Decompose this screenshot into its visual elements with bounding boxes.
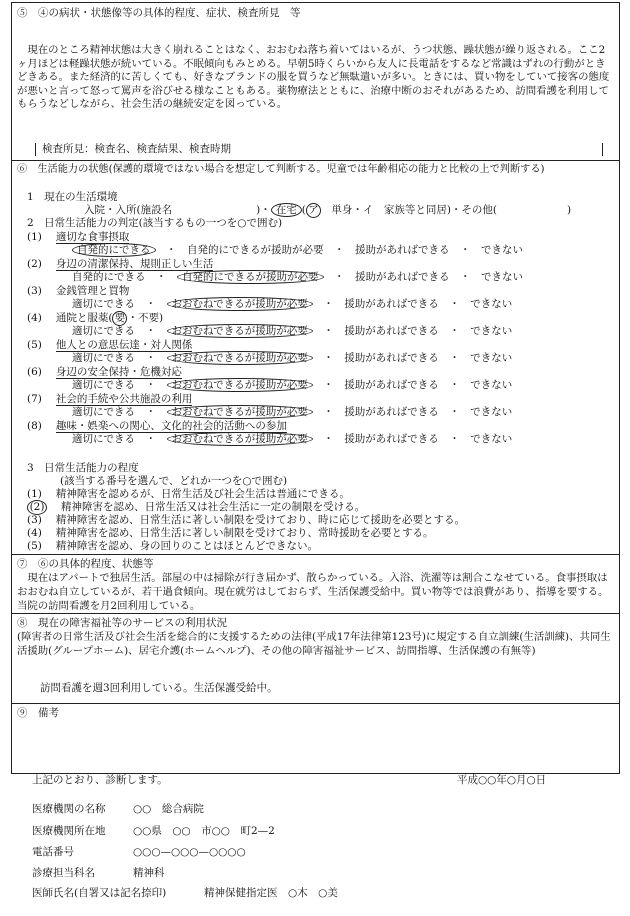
choice-option: できない	[470, 352, 513, 364]
separator: ・	[135, 379, 167, 391]
choice-option: 適切にできる	[72, 406, 135, 418]
divider	[11, 613, 620, 614]
level-item	[27, 539, 318, 553]
ability-item-label: 他人との意思伝達・対人関係	[55, 339, 193, 351]
footer-label: 医療機関所在地	[32, 825, 106, 837]
choice-option: 適切にできる	[72, 325, 135, 337]
ability-item-number: (8)	[27, 420, 42, 432]
ability-heading: 2 日常生活能力の判定(該当するもの一つを○で囲む)	[27, 217, 283, 229]
separator: ・	[438, 325, 471, 337]
env-home-selected: 在宅	[271, 203, 302, 217]
choice-option: 援助があればできる	[344, 379, 439, 391]
choice-option: 適切にできる	[72, 298, 135, 310]
ability-item-title	[27, 365, 182, 379]
medication-needed-selected: 要	[112, 311, 127, 326]
separator: ・	[312, 352, 345, 364]
separator: ・	[135, 325, 167, 337]
choice-option: 適切にできる	[72, 379, 135, 391]
ability-item-choices	[72, 351, 512, 365]
ability-item-label: 通院と服薬(	[55, 312, 113, 324]
level-number: (1)	[27, 488, 42, 500]
section7-title: ⑦ ⑥の具体的程度、状態等	[17, 558, 154, 570]
ability-item-number: (6)	[27, 366, 42, 378]
level-item	[27, 487, 350, 501]
footer-label: 医療機関の名称	[32, 803, 106, 815]
footer-value: 精神科	[133, 867, 165, 879]
choice-option: 適切にできる	[72, 352, 135, 364]
ability-item-label: 金銭管理と買物	[55, 285, 130, 297]
separator: ・	[438, 379, 471, 391]
ability-item-choices	[72, 405, 512, 419]
ability-item-label: 趣味・娯楽への関心、文化的社会的活動への参加	[55, 420, 287, 432]
ability-item-title	[27, 338, 192, 352]
ability-item-title	[27, 257, 213, 271]
level-number: (4)	[27, 527, 42, 539]
separator: ・	[135, 433, 167, 445]
env-alone-selected: ア	[306, 203, 321, 218]
ability-item-choices	[72, 324, 512, 338]
diagnosis-statement: 上記のとおり、診断します。	[32, 774, 168, 786]
ability-item-choices	[72, 378, 512, 392]
choice-option: 援助があればできる	[344, 352, 439, 364]
section6-title: ⑥ 生活能力の状態(保護的環境ではない場合を想定して判断する。児童では年齢相応の能力と比較の上で判断する)	[17, 164, 545, 175]
choice-selected: おおむねできるが援助が必要	[167, 432, 313, 446]
section8-body: (障害者の日常生活及び社会生活を総合的に支援するための法律(平成17年法律第123号)に規定する自立訓練(生活訓練)、共同生活援助(グループホーム)、居宅介護(ホームヘルプ)、その他の障害福祉サービス、訪問指導、生活保護の有無等)	[17, 631, 611, 657]
separator: ・	[323, 244, 355, 256]
ability-item-label: 適切な食事摂取	[55, 231, 130, 243]
footer-value: ○○○—○○○—○○○○	[133, 846, 246, 858]
choice-selected: 自発的にできるが援助が必要	[177, 270, 324, 284]
choice-option: 援助があればできる	[355, 271, 450, 283]
level-text: 精神障害を認め、日常生活に著しい制限を受けており、時に応じて援助を必要とする。	[55, 514, 465, 526]
choice-selected: おおむねできるが援助が必要	[167, 351, 313, 365]
ability-item-label: 身辺の清潔保持、規則正しい生活	[55, 258, 214, 270]
footer-value: 精神保健指定医 ○木 ○美	[204, 887, 338, 899]
choice-option: できない	[481, 244, 523, 256]
ability-item-number: (2)	[27, 258, 42, 270]
separator: ・	[135, 352, 167, 364]
ability-item-number: (7)	[27, 393, 42, 405]
ability-item-choices	[72, 297, 512, 311]
footer-label: 医師氏名(自署又は記名捺印)	[32, 887, 167, 899]
separator: ・	[145, 271, 177, 283]
ability-item-number: (4)	[27, 312, 42, 324]
divider	[11, 554, 620, 555]
medication-not-needed: ・不要)	[127, 312, 164, 324]
ability-item-number: (1)	[27, 231, 42, 243]
level-text: 精神障害を認めるが、日常生活及び社会生活は普通にできる。	[55, 488, 350, 500]
env-rest-label: 単身・イ 家族等と同居)・その他(	[331, 204, 498, 216]
exam-note: 検査所見：検査名、検査結果、検査時期	[42, 143, 231, 155]
section5-title: ⑤ ④の病状・状態像等の具体的程度、症状、検査所見 等	[17, 7, 301, 19]
footer-value: ○○ 総合病院	[133, 803, 204, 815]
separator: ・	[449, 244, 481, 256]
separator: ・	[438, 298, 471, 310]
separator: ・	[449, 271, 481, 283]
choice-option: できない	[470, 406, 513, 418]
ability-item-number: (3)	[27, 285, 42, 297]
ability-item-label: 身辺の安全保持・危機対応	[55, 366, 182, 378]
divider	[11, 703, 620, 704]
choice-selected: 自発的にできる	[72, 243, 156, 257]
level-number: (2)	[27, 500, 47, 515]
separator: ・	[312, 325, 345, 337]
env-line: 入院・入所(施設名 )・ 在宅 ( ア 単身・イ 家族等と同居)・その他( )	[84, 204, 572, 216]
section8-note: 訪問看護を週3回利用している。生活保護受給中。	[40, 682, 278, 694]
separator: ・	[135, 406, 167, 418]
ability-item-choices	[72, 270, 523, 284]
separator: ・	[438, 406, 471, 418]
choice-option: できない	[470, 379, 513, 391]
footer-value: ○○県 ○○ 市○○ 町2—2	[133, 825, 275, 837]
level-item	[27, 513, 465, 527]
separator: ・	[312, 433, 345, 445]
ability-item-title	[27, 392, 192, 406]
divider	[11, 160, 620, 161]
choice-option: 自発的にできるが援助が必要	[187, 244, 324, 256]
level-heading: 3 日常生活能力の程度	[27, 462, 139, 474]
level-number: (5)	[27, 540, 42, 552]
choice-option: できない	[481, 271, 523, 283]
separator: ・	[155, 244, 187, 256]
choice-option: 援助があればできる	[344, 433, 439, 445]
choice-option: 自発的にできる	[72, 271, 146, 283]
choice-selected: おおむねできるが援助が必要	[167, 297, 313, 311]
separator: ・	[312, 379, 345, 391]
level-text: 精神障害を認め、日常生活に著しい制限を受けており、常時援助を必要とする。	[55, 527, 434, 539]
env-facility-label: 入院・入所(施設名	[84, 204, 173, 216]
ability-item-title	[27, 230, 129, 244]
choice-option: できない	[470, 298, 513, 310]
choice-option: 援助があればできる	[344, 298, 439, 310]
choice-option: 援助があればできる	[344, 406, 439, 418]
ability-item-number: (5)	[27, 339, 42, 351]
level-item	[27, 526, 433, 540]
separator: ・	[438, 352, 471, 364]
choice-option: 援助があればできる	[344, 325, 439, 337]
ability-item-title	[27, 284, 129, 298]
separator: ・	[312, 406, 345, 418]
level-number: (3)	[27, 514, 42, 526]
section9-title: ⑨ 備考	[17, 707, 59, 719]
separator: ・	[312, 298, 345, 310]
separator: ・	[323, 271, 355, 283]
ability-item-title	[27, 419, 287, 433]
choice-option: できない	[470, 325, 513, 337]
choice-option: 援助があればできる	[355, 244, 450, 256]
section7-body: 現在はアパートで独居生活。部屋の中は掃除が行き届かず、散らかっている。入浴、洗濯等は割合こなせている。食事摂取はおおむね自立しているが、若干過食傾向。現在就労はしておらず、生活保護受給中。買い物等では浪費があり、指導を要する。当院の訪問看護を月2回利用している。	[17, 572, 609, 612]
ability-item-choices	[72, 432, 512, 446]
ability-item-choices	[72, 243, 523, 257]
footer-label: 電話番号	[32, 846, 74, 858]
choice-selected: おおむねできるが援助が必要	[167, 405, 313, 419]
level-text: 精神障害を認め、日常生活又は社会生活に一定の制限を受ける。	[61, 501, 366, 513]
level-subheading: (該当する番号を選んで、どれか一つを○で囲む)	[60, 475, 288, 487]
choice-option: 適切にできる	[72, 433, 135, 445]
choice-option: できない	[470, 433, 513, 445]
separator: ・	[438, 433, 471, 445]
separator: ・	[135, 298, 167, 310]
choice-selected: おおむねできるが援助が必要	[167, 378, 313, 392]
env-heading: 1 現在の生活環境	[27, 191, 118, 203]
diagnosis-date: 平成○○年○月○日	[457, 774, 547, 786]
footer-label: 診療担当科名	[32, 867, 95, 879]
section8-title: ⑧ 現在の障害福祉等のサービスの利用状況	[17, 617, 227, 629]
ability-item-label: 社会的手続や公共施設の利用	[55, 393, 193, 405]
level-text: 精神障害を認め、身の回りのことはほとんどできない。	[55, 540, 318, 552]
choice-selected: おおむねできるが援助が必要	[167, 324, 313, 338]
section5-body: 現在のところ精神状態は大きく崩れることはなく、おおむね落ち着いてはいるが、うつ状態、躁状態が繰り返される。ここ2ヶ月ほどは軽躁状態が続いている。不眠傾向もみとめる。早朝5時くらいから友人に長電話をするなど常識はずれの行動がときどきある。また経済的に苦しくても、好きなブランドの服を買うなど無駄遣いが多い。ときには、買い物をしていて接客の態度が悪いと言って怒って罵声を浴びせる様なこともある。薬物療法とともに、治療中断のおそれがあるため、訪問看護を利用してもらうなどしながら、社会生活の継続安定を図っている。	[17, 44, 610, 110]
env-close: )	[567, 204, 572, 216]
